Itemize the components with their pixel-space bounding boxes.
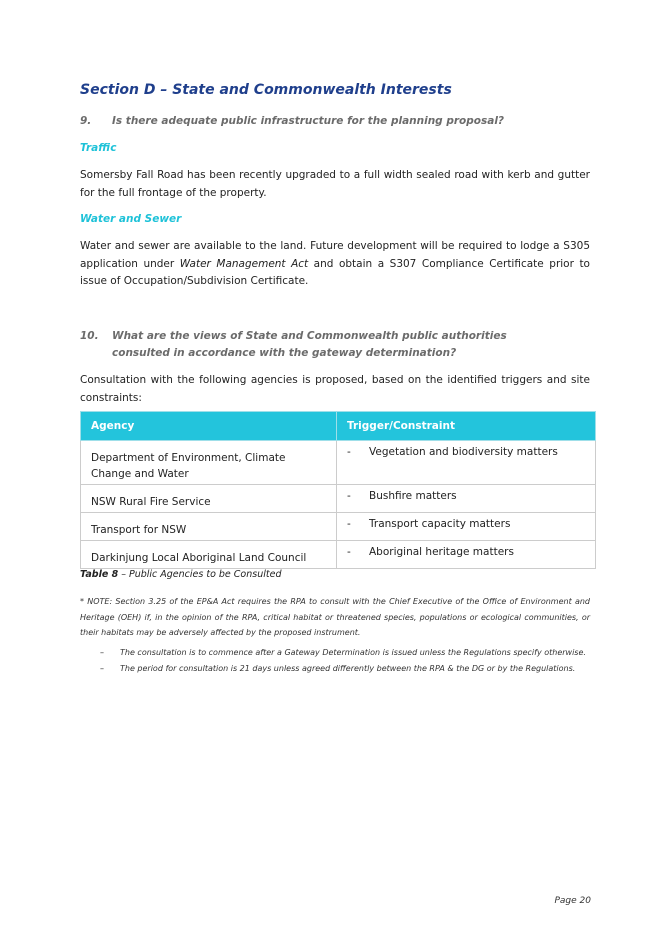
agency-cell — [81, 485, 337, 513]
agency-name: Department of Environment, Climate Change and Water — [91, 452, 286, 480]
question-9-text: Is there adequate public infrastructure for the planning proposal? — [112, 115, 505, 127]
dash: - — [347, 518, 351, 530]
question-10-number: 10. — [80, 330, 99, 342]
trigger-cell — [337, 485, 596, 513]
agency-cell — [81, 513, 337, 541]
trigger-text: Aboriginal heritage matters — [369, 546, 514, 558]
table-row — [81, 513, 596, 541]
water-sewer-paragraph — [80, 238, 590, 291]
table-row — [81, 485, 596, 513]
question-10 — [80, 328, 552, 362]
list-item — [100, 645, 590, 661]
table-header-row — [81, 412, 596, 441]
bullet-text: The consultation is to commence after a Gateway Determination is issued unless the Regulations specify otherwise. — [120, 648, 586, 657]
trigger-cell — [337, 513, 596, 541]
water-sewer-text-1: Water and sewer are available to the land. Future development will be required to lodge a S305 application under — [80, 240, 590, 270]
agency-cell — [81, 441, 337, 485]
dash: - — [347, 546, 351, 558]
agency-name: Darkinjung Local Aboriginal Land Council — [91, 552, 307, 564]
trigger-text: Vegetation and biodiversity matters — [369, 446, 558, 458]
caption-label: Table 8 — [80, 569, 119, 580]
agency-name: Transport for NSW — [91, 524, 187, 536]
trigger-text: Bushfire matters — [369, 490, 457, 502]
header-trigger: Trigger/Constraint — [337, 412, 596, 441]
bullet-dash: – — [100, 663, 104, 673]
footnote: * NOTE: Section 3.25 of the EP&A Act requires the RPA to consult with the Chief Executive of the Office of Environment and Heritage (OEH) if, in the opinion of the RPA, critical habitat or threatened species, populations or ecological communities, or their habitats may be adversely affected by the proposed instrument. — [80, 597, 590, 637]
list-item — [100, 661, 590, 677]
trigger-cell — [337, 441, 596, 485]
dash: - — [347, 490, 351, 502]
table-row — [81, 541, 596, 569]
traffic-paragraph: Somersby Fall Road has been recently upgraded to a full width sealed road with kerb and gutter for the full frontage of the property. — [80, 169, 590, 199]
agencies-table — [80, 411, 596, 569]
header-agency: Agency — [81, 412, 337, 441]
bullet-dash: – — [100, 648, 104, 657]
act-name: Water Management Act — [179, 257, 309, 270]
bullet-text: The period for consultation is 21 days unless agreed differently between the RPA & the DG or by the Regulations. — [120, 663, 576, 673]
water-sewer-text-2: and obtain a S307 Compliance Certificate prior to issue of Occupation/Subdivision Certificate. — [80, 257, 590, 287]
trigger-cell — [337, 541, 596, 569]
consultation-intro: Consultation with the following agencies is proposed, based on the identified triggers and site constraints: — [80, 374, 590, 404]
agency-cell — [81, 541, 337, 569]
question-10-text: What are the views of State and Commonwealth public authorities consulted in accordance with the gateway determination? — [112, 330, 507, 359]
caption-text: – Public Agencies to be Consulted — [118, 569, 282, 580]
page-number: Page 20 — [554, 896, 591, 906]
agency-name: NSW Rural Fire Service — [91, 496, 211, 508]
table-row — [81, 441, 596, 485]
table-caption — [80, 569, 281, 580]
question-9 — [80, 113, 552, 130]
trigger-text: Transport capacity matters — [369, 518, 511, 530]
bullet-list — [100, 645, 590, 676]
question-9-number: 9. — [80, 115, 92, 127]
traffic-heading: Traffic — [80, 142, 117, 154]
section-title: Section D – State and Commonwealth Interests — [80, 82, 452, 98]
water-sewer-heading: Water and Sewer — [80, 213, 182, 225]
dash: - — [347, 446, 351, 458]
